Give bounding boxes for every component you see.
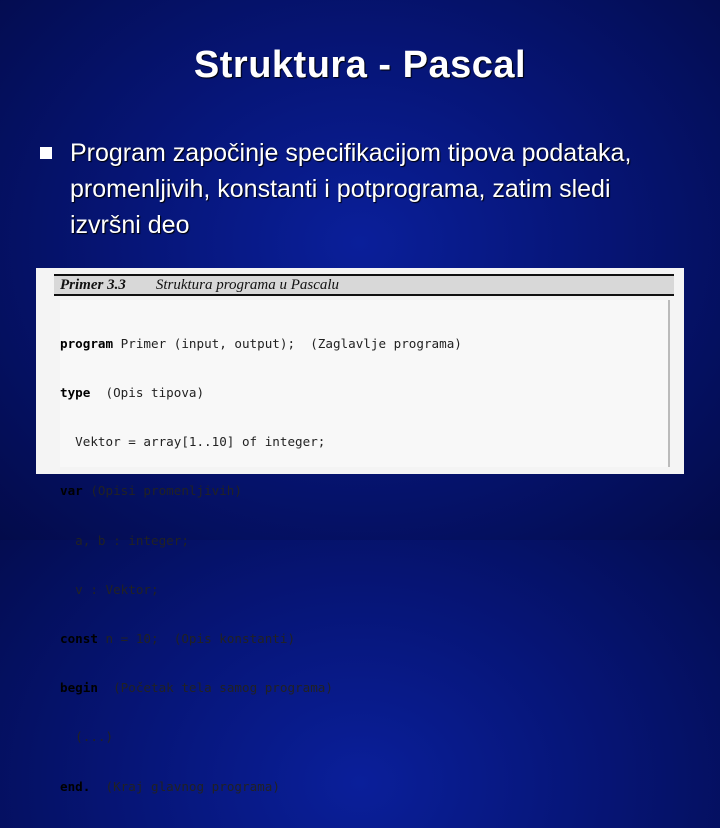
code-keyword: program <box>60 335 114 351</box>
code-text: (Opis tipova) <box>90 385 205 401</box>
code-line <box>60 779 668 795</box>
code-line <box>60 582 668 598</box>
code-keyword: begin <box>60 680 98 696</box>
code-text: (Kraj glavnog programa) <box>90 778 280 794</box>
code-keyword: const <box>60 631 98 647</box>
slide-title: Struktura - Pascal <box>193 44 527 86</box>
code-line <box>60 385 668 401</box>
code-line <box>60 533 668 549</box>
code-text: (...) <box>60 729 114 745</box>
bullet-square-icon <box>40 147 52 159</box>
code-text: Vektor = array[1..10] of integer; <box>60 434 326 450</box>
figure-caption: Struktura programa u Pascalu <box>155 276 340 293</box>
code-keyword: end. <box>60 778 91 794</box>
bullet-item <box>40 135 680 243</box>
code-line <box>60 729 668 745</box>
code-text: a, b : integer; <box>60 532 189 548</box>
code-text: v : Vektor; <box>60 581 159 597</box>
code-text: (Opisi promenljivih) <box>82 483 242 499</box>
code-text: n = 10; (Opis konstanti) <box>97 631 296 647</box>
code-line <box>60 483 668 499</box>
code-line <box>60 336 668 352</box>
code-line <box>60 680 668 696</box>
code-listing <box>60 300 670 794</box>
code-text: Primer (input, output); (Zaglavlje programa) <box>113 335 462 351</box>
figure-caption-bar <box>54 274 674 296</box>
code-figure <box>36 268 684 794</box>
code-line <box>60 631 668 647</box>
code-keyword: type <box>60 385 91 401</box>
code-text: (Početak tela samog programa) <box>97 680 333 696</box>
figure-number: Primer 3.3 <box>60 276 126 293</box>
code-line <box>60 434 668 450</box>
code-keyword: var <box>60 483 83 499</box>
bullet-text: Program započinje specifikacijom tipova podataka, promenljivih, konstanti i potprograma, zatim sledi izvršni deo <box>70 139 632 239</box>
